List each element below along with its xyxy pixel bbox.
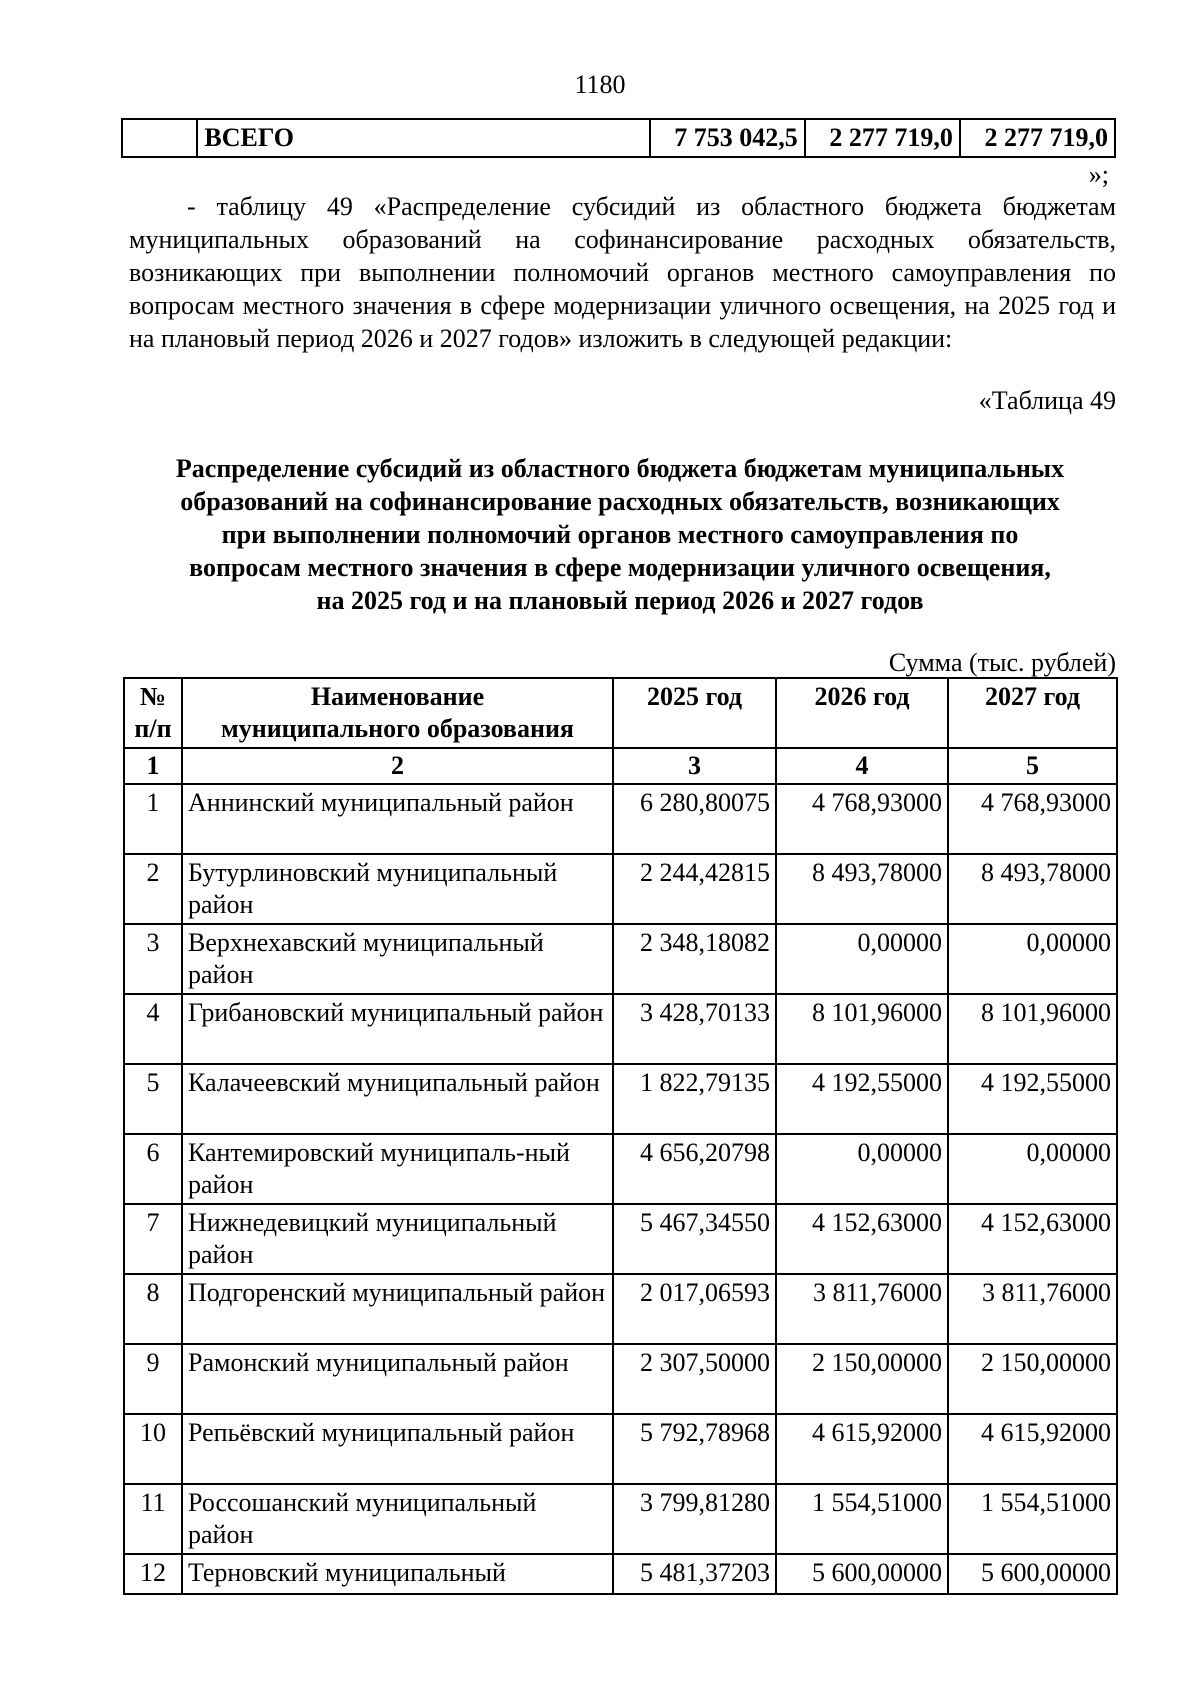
column-index: 2 [182,748,613,784]
header-2025: 2025 год [613,678,776,748]
row-value-2026: 8 493,78000 [776,854,948,924]
row-value-2027: 1 554,51000 [948,1484,1117,1554]
row-value-2027: 8 101,96000 [948,994,1117,1064]
header-number [124,678,182,748]
row-value-2027: 8 493,78000 [948,854,1117,924]
row-value-2025: 6 280,80075 [613,784,776,854]
row-value-2025: 2 017,06593 [613,1274,776,1344]
row-municipality-name: Калачеевский муниципальный район [182,1064,613,1134]
row-number: 11 [124,1484,182,1554]
row-municipality-name: Верхнехавский муниципальный район [182,924,613,994]
table-row [124,1204,1117,1274]
total-row [122,119,1115,157]
row-value-2026: 1 554,51000 [776,1484,948,1554]
row-number: 8 [124,1274,182,1344]
row-value-2025: 3 799,81280 [613,1484,776,1554]
table-row [124,1064,1117,1134]
table-row [124,1134,1117,1204]
table-row [124,1344,1117,1414]
row-value-2025: 2 348,18082 [613,924,776,994]
subsidy-table [123,677,1118,1595]
column-index: 4 [776,748,948,784]
row-value-2027: 3 811,76000 [948,1274,1117,1344]
table-header-row [124,678,1117,748]
row-value-2026: 0,00000 [776,924,948,994]
header-name [182,678,613,748]
row-value-2027: 0,00000 [948,924,1117,994]
closing-quote: »; [1088,160,1109,189]
row-value-2025: 2 307,50000 [613,1344,776,1414]
total-value-2025: 7 753 042,5 [650,119,805,157]
row-value-2025: 2 244,42815 [613,854,776,924]
table-row [124,1484,1117,1554]
header-2027: 2027 год [948,678,1117,748]
row-municipality-name: Репьёвский муниципальный район [182,1414,613,1484]
row-value-2027: 0,00000 [948,1134,1117,1204]
table-title-line: при выполнении полномочий органов местного самоуправления по [221,520,1019,549]
table-row [124,924,1117,994]
row-value-2026: 4 192,55000 [776,1064,948,1134]
header-2026: 2026 год [776,678,948,748]
total-empty-cell [122,119,197,157]
row-number: 5 [124,1064,182,1134]
row-municipality-name: Бутурлиновский муниципальный район [182,854,613,924]
row-value-2026: 3 811,76000 [776,1274,948,1344]
header-name-line1: Наименование [310,682,485,711]
row-value-2027: 5 600,00000 [948,1554,1117,1594]
row-value-2025: 3 428,70133 [613,994,776,1064]
table-row [124,1554,1117,1594]
row-number: 3 [124,924,182,994]
row-municipality-name: Россошанский муниципальный район [182,1484,613,1554]
table-row [124,1274,1117,1344]
row-number: 6 [124,1134,182,1204]
table-row [124,994,1117,1064]
row-value-2025: 5 467,34550 [613,1204,776,1274]
header-number-line1: № [139,682,167,711]
row-municipality-name: Нижнедевицкий муниципальный район [182,1204,613,1274]
header-number-line2: п/п [134,714,172,743]
row-municipality-name: Рамонский муниципальный район [182,1344,613,1414]
table-row [124,784,1117,854]
row-number: 10 [124,1414,182,1484]
row-value-2026: 4 615,92000 [776,1414,948,1484]
table-title-line: на 2025 год и на плановый период 2026 и 2027 годов [316,586,924,615]
column-index-row [124,748,1117,784]
intro-paragraph: - таблицу 49 «Распределение субсидий из областного бюджета бюджетам муниципальных образований на софинансирование расходных обязательств, возникающих при выполнении полномочий органов местного самоуправления по вопросам местного значения в сфере модернизации уличного освещения, на 2025 год и на плановый период 2026 и 2027 годов» изложить в следующей редакции: [129,192,1116,353]
row-value-2025: 5 792,78968 [613,1414,776,1484]
row-municipality-name: Подгоренский муниципальный район [182,1274,613,1344]
total-value-2027: 2 277 719,0 [960,119,1115,157]
header-name-line2: муниципального образования [221,714,574,743]
row-value-2026: 0,00000 [776,1134,948,1204]
row-municipality-name: Грибановский муниципальный район [182,994,613,1064]
row-value-2027: 4 152,63000 [948,1204,1117,1274]
row-municipality-name: Терновский муниципальный [182,1554,613,1594]
column-index: 1 [124,748,182,784]
row-number: 2 [124,854,182,924]
row-value-2025: 1 822,79135 [613,1064,776,1134]
row-number: 1 [124,784,182,854]
table-title [120,452,1120,617]
units-label: Сумма (тыс. рублей) [888,648,1116,677]
row-value-2026: 4 768,93000 [776,784,948,854]
row-municipality-name: Кантемировский муниципаль-ный район [182,1134,613,1204]
total-value-2026: 2 277 719,0 [805,119,960,157]
row-value-2027: 4 768,93000 [948,784,1117,854]
table-title-line: вопросам местного значения в сфере модернизации уличного освещения, [189,553,1051,582]
row-number: 9 [124,1344,182,1414]
row-number: 4 [124,994,182,1064]
row-value-2027: 4 192,55000 [948,1064,1117,1134]
row-value-2026: 2 150,00000 [776,1344,948,1414]
row-municipality-name: Аннинский муниципальный район [182,784,613,854]
row-value-2025: 5 481,37203 [613,1554,776,1594]
row-value-2025: 4 656,20798 [613,1134,776,1204]
column-index: 5 [948,748,1117,784]
row-number: 7 [124,1204,182,1274]
total-label: ВСЕГО [197,119,649,157]
row-value-2027: 2 150,00000 [948,1344,1117,1414]
row-value-2026: 5 600,00000 [776,1554,948,1594]
total-table [121,118,1116,158]
table-label: «Таблица 49 [978,386,1116,415]
table-title-line: образований на софинансирование расходных обязательств, возникающих [180,487,1060,516]
row-value-2027: 4 615,92000 [948,1414,1117,1484]
column-index: 3 [613,748,776,784]
row-value-2026: 4 152,63000 [776,1204,948,1274]
table-row [124,854,1117,924]
row-value-2026: 8 101,96000 [776,994,948,1064]
table-title-line: Распределение субсидий из областного бюджета бюджетам муниципальных [175,454,1065,483]
row-number: 12 [124,1554,182,1594]
table-row [124,1414,1117,1484]
page-number: 1180 [574,70,626,99]
